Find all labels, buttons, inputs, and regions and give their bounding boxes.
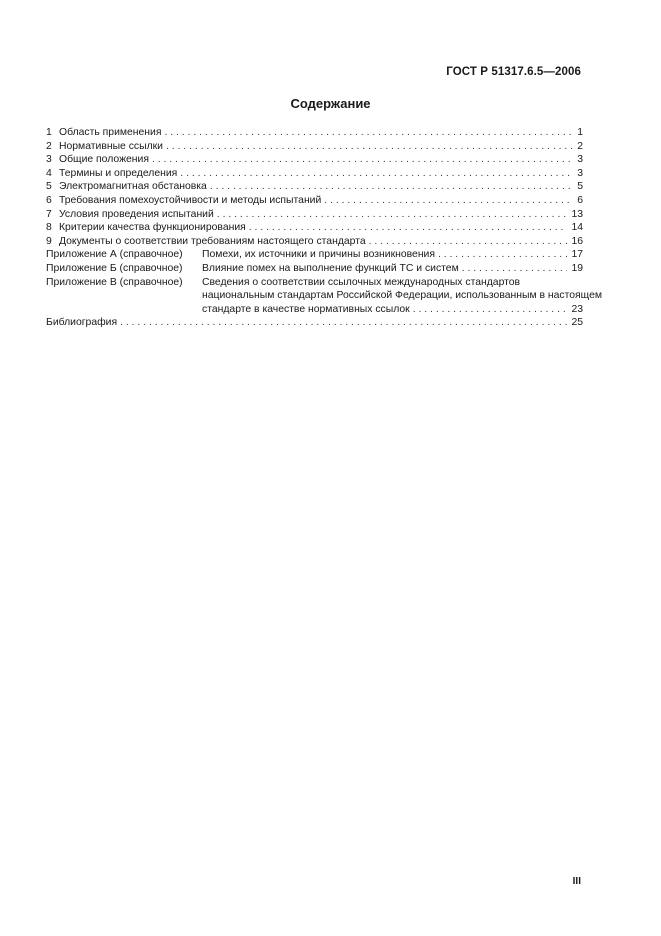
toc-entry-1[interactable]: [46, 126, 583, 140]
toc-entry-page: 3: [577, 154, 583, 166]
bibliography-page: 25: [571, 317, 583, 329]
toc-entry-label: Критерии качества функционирования: [59, 222, 246, 234]
dot-leader: [180, 167, 573, 181]
toc-bibliography[interactable]: [46, 316, 583, 330]
toc-entry-number: 6: [46, 194, 52, 206]
toc-entry-label: Нормативные ссылки: [59, 140, 163, 152]
dot-leader: [249, 221, 568, 235]
dot-leader: [166, 140, 573, 154]
toc-entry-page: 5: [577, 181, 583, 193]
toc-title: Содержание: [290, 96, 371, 111]
dot-leader: [462, 262, 568, 276]
toc-entry-8[interactable]: [46, 221, 583, 235]
annex-label-line-3: стандарте в качестве нормативных ссылок: [202, 303, 410, 315]
annex-label: Помехи, их источники и причины возникновения: [202, 249, 435, 261]
toc-entry-label: Условия проведения испытаний: [59, 208, 214, 220]
toc-entry-label: Электромагнитная обстановка: [59, 181, 207, 193]
toc-entry-label: Термины и определения: [59, 167, 178, 179]
toc-entry-number: 4: [46, 167, 52, 179]
annex-page: 19: [571, 262, 583, 274]
toc-entry-number: 7: [46, 208, 52, 220]
toc-entry-4[interactable]: [46, 167, 583, 181]
toc-entry-label: Документы о соответствии требованиям настоящего стандарта: [59, 235, 366, 247]
toc-entry-5[interactable]: [46, 180, 583, 194]
dot-leader: [217, 208, 568, 222]
toc-entry-page: 1: [577, 127, 583, 138]
annex-page: 23: [571, 303, 583, 315]
dot-leader: [369, 235, 568, 249]
annex-heading: Приложение В (справочное): [46, 276, 183, 288]
toc-entry-number: 9: [46, 235, 52, 247]
toc-annex-b[interactable]: [46, 262, 583, 276]
dot-leader: [413, 303, 568, 317]
toc-entry-9[interactable]: [46, 235, 583, 249]
annex-page: 17: [571, 249, 583, 261]
toc-annex-v[interactable]: [46, 276, 602, 317]
toc-entry-page: 14: [571, 222, 583, 234]
toc-entry-number: 1: [46, 127, 52, 138]
dot-leader: [438, 248, 567, 262]
toc-entry-number: 5: [46, 181, 52, 193]
dot-leader: [152, 153, 573, 167]
toc-entry-page: 2: [577, 140, 583, 152]
dot-leader: [324, 194, 573, 208]
annex-label: Влияние помех на выполнение функций ТС и систем: [202, 262, 459, 274]
toc-entry-2[interactable]: [46, 140, 583, 154]
annex-label-line-2: национальным стандартам Российской Федерации, использованным в настоящем: [202, 290, 602, 302]
annex-heading: Приложение Б (справочное): [46, 262, 183, 274]
toc-entry-label: Требования помехоустойчивости и методы испытаний: [59, 194, 322, 206]
dot-leader: [120, 316, 567, 330]
document-code: ГОСТ Р 51317.6.5—2006: [446, 66, 581, 78]
bibliography-label: Библиография: [46, 317, 118, 329]
toc-entry-page: 13: [571, 208, 583, 220]
annex-heading: Приложение А (справочное): [46, 249, 183, 261]
toc-entry-label: Область применения: [59, 127, 162, 138]
toc-entry-label: Общие положения: [59, 154, 149, 166]
toc-entry-3[interactable]: [46, 153, 583, 167]
toc-entry-6[interactable]: [46, 194, 583, 208]
toc-entry-page: 3: [577, 167, 583, 179]
annex-label-line-1: Сведения о соответствии ссылочных международных стандартов: [202, 276, 521, 288]
dot-leader: [164, 126, 573, 140]
toc-entry-number: 8: [46, 222, 52, 234]
page-number: III: [572, 876, 581, 887]
toc-entry-number: 3: [46, 154, 52, 166]
toc-annex-a[interactable]: [46, 248, 583, 262]
toc-entry-page: 6: [577, 194, 583, 206]
toc-entry-number: 2: [46, 140, 52, 152]
dot-leader: [210, 180, 573, 194]
toc-entry-page: 16: [571, 235, 583, 247]
table-of-contents: [46, 126, 602, 330]
toc-entry-7[interactable]: [46, 208, 583, 222]
